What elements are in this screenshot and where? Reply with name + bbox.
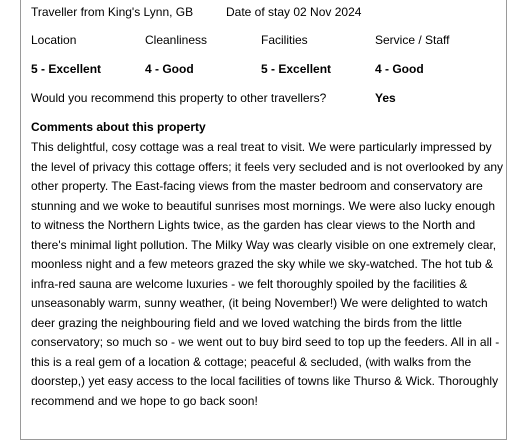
rating-label-service: Service / Staff: [375, 33, 450, 47]
rating-label-location: Location: [31, 33, 77, 47]
rating-label-facilities: Facilities: [261, 33, 308, 47]
comments-text: This delightful, cosy cottage was a real treat to visit. We were particularly impressed by the level of privacy this cottage offers; it feels very secluded and is not overlooked by any other property. The East-facing views from the master bedroom and conservatory are stunning and we woke to beautiful sunrises most mornings. We were also lucky enough to witness the Northern Lights twice, as the garden has clear views to the North and there's minimal light pollution. The Milky Way was clearly visible on one extremely clear, moonless night and a few meteors grazed the sky while we sky-watched. The hot tub & infra-red sauna are welcome luxuries - we felt thoroughly spoiled by the facilities & unseasonably warm, sunny weather, (it being November!) We were delighted to watch deer grazing the neighbouring field and we loved watching the birds from the little conservatory; so much so - we went out to buy bird seed to top up the feeders. All in all - this is a real gem of a location & cottage; peaceful & secluded, (with walks from the doorstep,) yet easy access to the local facilities of towns like Thurso & Wick. Thoroughly recommend and we hope to go back soon!: [31, 140, 504, 408]
rating-value-service: 4 - Good: [375, 62, 424, 76]
recommend-question: Would you recommend this property to other travellers?: [31, 91, 327, 105]
rating-value-cleanliness: 4 - Good: [145, 62, 194, 76]
rating-value-facilities: 5 - Excellent: [261, 62, 332, 76]
stay-date: Date of stay 02 Nov 2024: [226, 5, 362, 19]
comments-heading: Comments about this property: [31, 120, 206, 134]
review-card: [20, 0, 507, 440]
reviewer-name: Traveller from King's Lynn, GB: [31, 5, 194, 19]
rating-label-cleanliness: Cleanliness: [145, 33, 208, 47]
recommend-answer: Yes: [375, 91, 396, 105]
rating-value-location: 5 - Excellent: [31, 62, 102, 76]
